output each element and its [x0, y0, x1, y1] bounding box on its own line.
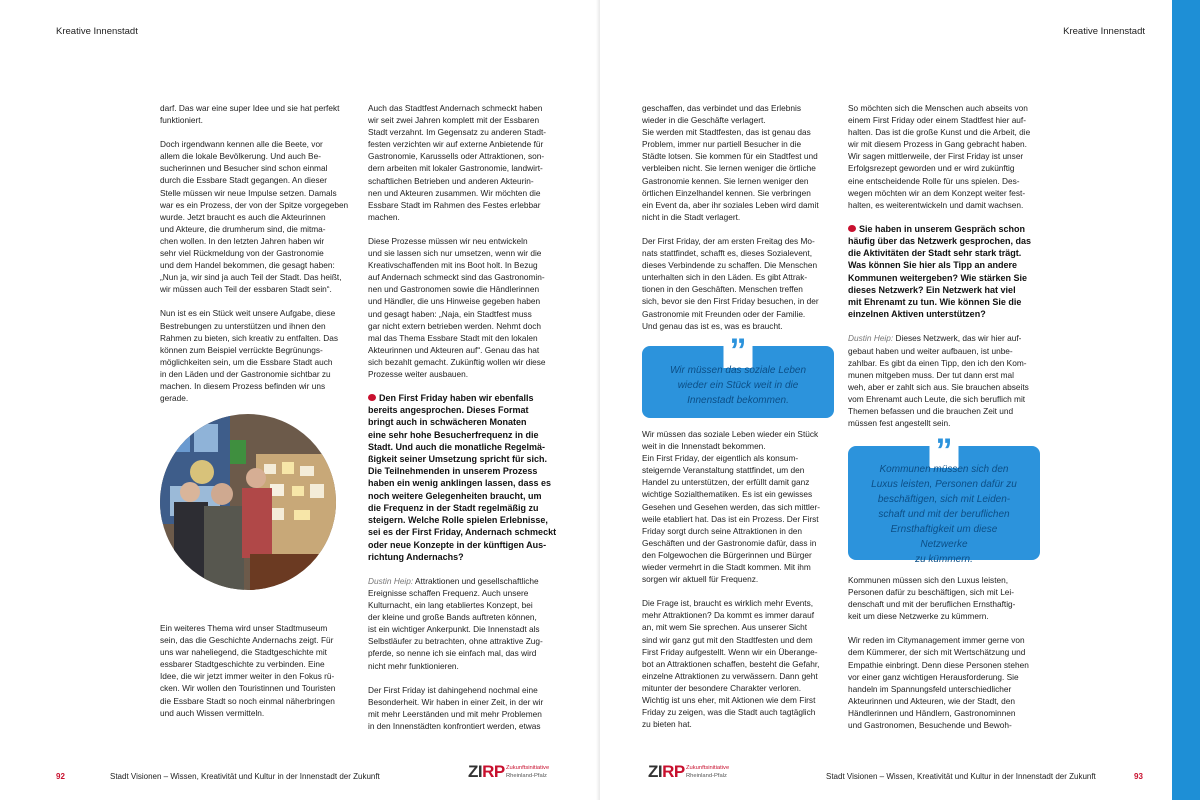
paragraph: darf. Das war eine super Idee und sie hat perfekt funktioniert. — [160, 103, 340, 126]
zirp-logo-right — [648, 762, 748, 784]
logo-line-2: Rheinland-Pfalz — [506, 773, 547, 779]
publication-title-right: Stadt Visionen – Wissen, Kreativität und Kultur in der Innenstadt der Zukunft — [826, 772, 1096, 781]
question-text: Den First Friday haben wir ebenfalls bereits angesprochen. Dieses Format bringt auch in schwächeren Monaten eine sehr hohe Besucherfrequenz in die Stadt. Und auch die monatliche Regelmä- ßigkeit seiner Umsetzung spricht für sich. Die Teilnehmenden in unserem Prozess haben ein wenig anklingen lassen, dass es noch weitere Gelegenheiten braucht, um die Frequenz in der Stadt regelmäßig zu steigern. Welche Rolle spielen Erlebnisse, sei es der First Friday, Andernach schmeckt oder neue Konzepte in der künftigen Aus- richtung Andernachs? — [368, 393, 557, 562]
paragraph: Doch irgendwann kennen alle die Beete, vor allem die lokale Bevölkerung. Und auch Be- sucherinnen und Besucher sind schon einmal durch die Essbare Stadt gegangen. An dieser Stelle müssen wir neue Impulse setzen. Damals war es ein Prozess, der von der Spitze vorgegeben wurde. Jetzt braucht es auch die Akteurinnen und Akteure, die drumherum sind, die mitma- chen wollen. In den letzten Jahren haben wir sehr viel Rückmeldung von der Gastronomie und dem Handel bekommen, die gesagt haben: „Nun ja, wir sind ja auch Teil der Stadt. Das heißt, wir müssen auch Teil der essbaren Stadt sein“. — [160, 139, 349, 295]
paragraph: Diese Prozesse müssen wir neu entwickeln und sie lassen sich nur umsetzen, wenn wir die Kreativschaffenden mit ins Boot holt. In Bezug auf Andernach schmeckt sind das Gastronomin- nen und Gastronomen sowie die Händlerinnen und Händler, die uns Hinweise gegeben haben und gesagt haben: „Naja, ein Stadtfest muss gar nicht extern betrieben werden. Nehmt doch mal das Thema Essbare Stadt mit den lokalen Akteurinnen und Akteuren auf“. Genau das hat sich bezahlt gemacht. Zukünftig wollen wir diese Prozesse weiter ausbauen. — [368, 235, 546, 379]
pull-quote-text: Wir müssen das soziale Leben wieder ein Stück weit in die Innenstadt bekommen. — [669, 365, 807, 406]
page-number-right: 93 — [1134, 772, 1143, 781]
paragraph: Ein weiteres Thema wird unser Stadtmuseum sein, das die Geschichte Andernachs zeigt. Für uns war naheliegend, die Stadtgeschichte mit essbarer Stadtgeschichte zu verbinden. Eine Idee, die wir jetzt immer weiter in den Fokus rü- cken. Wir wollen den Touristinnen und Touristen die Essbare Stadt so noch einmal näherbringen und auch Wissen vermitteln. — [160, 623, 336, 718]
quote-mark-icon: ” — [930, 434, 959, 468]
paragraph: geschaffen, das verbindet und das Erlebnis wieder in die Geschäfte verlagert. Sie werden mit Stadtfesten, das ist genau das Problem, immer nur partiell Besucher in die Städte lotsen. Sie kommen für ein Stadtfest und verbleiben nicht. Sie lernen weniger die örtliche Gastronomie kennen. Sie lernen weniger den örtlichen Einzelhandel kennen. Sie verbringen ein Event da, aber ihr soziales Leben wird damit nicht in die Stadt verlagert. — [642, 103, 819, 222]
logo-mark: ZIRP — [648, 762, 685, 781]
column-3 — [642, 102, 838, 344]
logo-line-1: Zukunftsinitiative — [506, 765, 550, 771]
column-1-bottom — [160, 622, 350, 731]
column-2 — [368, 102, 568, 744]
speaker-name: Dustin Heip: — [368, 575, 414, 586]
running-head-left: Kreative Innenstadt — [56, 26, 138, 37]
interview-answer — [368, 575, 568, 672]
quote-mark-icon: ” — [724, 334, 753, 368]
page-number-left: 92 — [56, 772, 65, 781]
workshop-photo — [160, 414, 336, 590]
speech-bubble-icon — [848, 225, 856, 232]
paragraph: Wir reden im Citymanagement immer gerne von dem Kümmerer, der sich mit Wertschätzung und Empathie einbringt. Denn diese Personen stehen vor einer ganz wichtigen Herausforderung. Sie handeln im Spannungsfeld unterschiedlicher Akteurinnen und Akteuren, wie der Stadt, den Händlerinnen und Händlern, Gastronominnen und Gastronomen, Besuchende und Bewoh- — [848, 635, 1029, 731]
logo-line-1: Zukunftsinitiative — [686, 765, 730, 771]
paragraph: Die Frage ist, braucht es wirklich mehr Events, mehr Attraktionen? Da kommt es immer darauf an, mit wem Sie sprechen. Aus unserer Sicht sind wir ganz gut mit den Stadtfesten und dem First Friday aufgestellt. Wenn wir ein Überange- bot an Attraktionen schaffen, besteht die Gefahr, einzelne Attraktionen zu verwässern. Dann geht mitunter der besondere Charakter verloren. Wichtig ist uns eher, mit Aktionen wie dem First Friday zu zeigen, was die Stadt auch tagtäglich zu bieten hat. — [642, 598, 820, 730]
column-1 — [160, 102, 350, 416]
photo-illustration — [160, 414, 336, 590]
answer-text: Dieses Netzwerk, das wir hier auf- gebaut haben und weiter aufbauen, ist unbe- zahlbar. Es gibt da einen Tipp, den ich den Kom- munen mitgeben muss. Der tut dann erst mal weh, aber er zahlt sich aus. Sie brauchen abseits vom Ehrenamt auch Leute, die sich beruflich mit Themen befassen und die brauchen Zeit und müssen fest angestellt sein. — [848, 333, 1029, 429]
blue-edge-bar — [1172, 0, 1200, 800]
paragraph: Kommunen müssen sich den Luxus leisten, Personen dafür zu beschäftigen, sich mit Lei- denschaft und mit der beruflichen Ernsthaftig- keit um diese Netzwerke zu kümmern. — [848, 575, 1016, 622]
pull-quote-text: Kommunen müssen sich den Luxus leisten, Personen dafür zu beschäftigen, sich mit Leiden- schaft und mit der beruflichen Ernsthaftigkeit um diese Netzwerke zu kümmern. — [871, 464, 1017, 565]
logo-mark: ZIRP — [468, 762, 505, 781]
interview-question — [368, 392, 568, 563]
interview-answer — [848, 332, 1048, 429]
speech-bubble-icon — [368, 394, 376, 401]
paragraph: Der First Friday ist dahingehend nochmal eine Besonderheit. Wir haben in einer Zeit, in der wir mit mehr Leerständen und mit mehr Problemen in den Innenstädten konfrontiert werden, etwas — [368, 684, 544, 731]
column-4-bottom — [848, 574, 1048, 743]
right-page — [600, 0, 1172, 800]
question-text: Sie haben in unserem Gespräch schon häufig über das Netzwerk gesprochen, das die Aktivitäten der Stadt sehr stark trägt. Was können Sie hier als Tipp an andere Kommunen weitergeben? Wie stärken Sie dieses Netzwerk? Ein Netzwerk hat viel mit Ehrenamt zu tun. Wie können Sie die einzelnen Aktiven unterstützen? — [848, 223, 1032, 320]
paragraph: Nun ist es ein Stück weit unsere Aufgabe, diese Bestrebungen zu unterstützen und ihnen den Rahmen zu bieten, sich kreativ zu entfalten. Das können zum Beispiel verrückte Begrünungs- möglichkeiten sein, um die Essbare Stadt auch in den Läden und der Gastronomie sichtbar zu machen. In diesem Prozess befinden wir uns gerade. — [160, 308, 339, 404]
answer-text: Attraktionen und gesellschaftliche Ereignisse schaffen Frequenz. Auch unsere Kulturnacht, ein lang etabliertes Konzept, bei der kleine und große Bands auftreten können, ist ein wichtiger Ankerpunkt. Die Innenstadt als Selbstläufer zu betrachten, ohne attraktive Zug- pferde, so nenne ich sie einfach mal, das wird nicht mehr funktionieren. — [368, 575, 543, 671]
speaker-name: Dustin Heip: — [848, 333, 894, 344]
pull-quote-box-2 — [848, 432, 1040, 565]
column-4 — [848, 102, 1048, 441]
logo-line-2: Rheinland-Pfalz — [686, 773, 727, 779]
pull-quote-box-1 — [642, 332, 834, 418]
column-3-bottom — [642, 428, 838, 742]
running-head-right: Kreative Innenstadt — [1063, 26, 1145, 37]
publication-title-left: Stadt Visionen – Wissen, Kreativität und Kultur in der Innenstadt der Zukunft — [110, 772, 380, 781]
interview-question — [848, 223, 1048, 321]
paragraph: So möchten sich die Menschen auch abseits von einem First Friday oder einem Stadtfest hier auf- halten. Das ist die große Kunst und die Arbeit, die wir mit diesem Prozess in Gang gebracht haben. Wir sagen mittlerweile, der First Friday ist unser Erfolgsrezept geworden und er wird zukünftig eine entscheidende Rolle für uns spielen. Des- wegen möchten wir an dem Konzept weiter fest- halten, es weiterentwickeln und damit wachsen. — [848, 103, 1031, 210]
paragraph: Wir müssen das soziale Leben wieder ein Stück weit in die Innenstadt bekommen. Ein First Friday, der eigentlich als konsum- steigernde Veranstaltung stattfindet, um den Handel zu unterstützen, der erfüllt damit ganz wichtige Sozialthematiken. Es ist ein gewisses Gesehen und Gesehen werden, das sich mittler- weile etabliert hat. Das ist ein Prozess. Der First Friday sorgt durch seine Attraktionen in den Geschäften und der Gastronomie dafür, dass in den Folgewochen die Bürgerinnen und Bürger wieder vermehrt in die Stadt kommen. Mit ihm sorgen wir aktuell für Frequenz. — [642, 429, 821, 585]
paragraph: Der First Friday, der am ersten Freitag des Mo- nats stattfindet, schafft es, dieses Sozialevent, dieses Verbindende zu schaffen. Die Menschen unterhalten sich in den Läden. Es gibt Attrak- tionen in den Geschäften. Menschen treffen sich, bevor sie den First Friday besuchen, in der Gastronomie mit Freunden oder der Familie. Und genau das ist es, was es braucht. — [642, 235, 819, 331]
paragraph: Auch das Stadtfest Andernach schmeckt haben wir seit zwei Jahren komplett mit der Essbaren Stadt verzahnt. Im Gegensatz zu anderen Stadt- festen verzichten wir auf externe Anbietende für Gastronomie, Karussells oder Attraktionen, son- dern arbeiten mit lokaler Gastronomie, landwirt- schaftlichen Betrieben und anderen Akteurin- nen und Akteuren zusammen. Wir möchten die Essbare Stadt im Rahmen des Festes erlebbar machen. — [368, 103, 547, 222]
zirp-logo-left — [468, 762, 568, 784]
